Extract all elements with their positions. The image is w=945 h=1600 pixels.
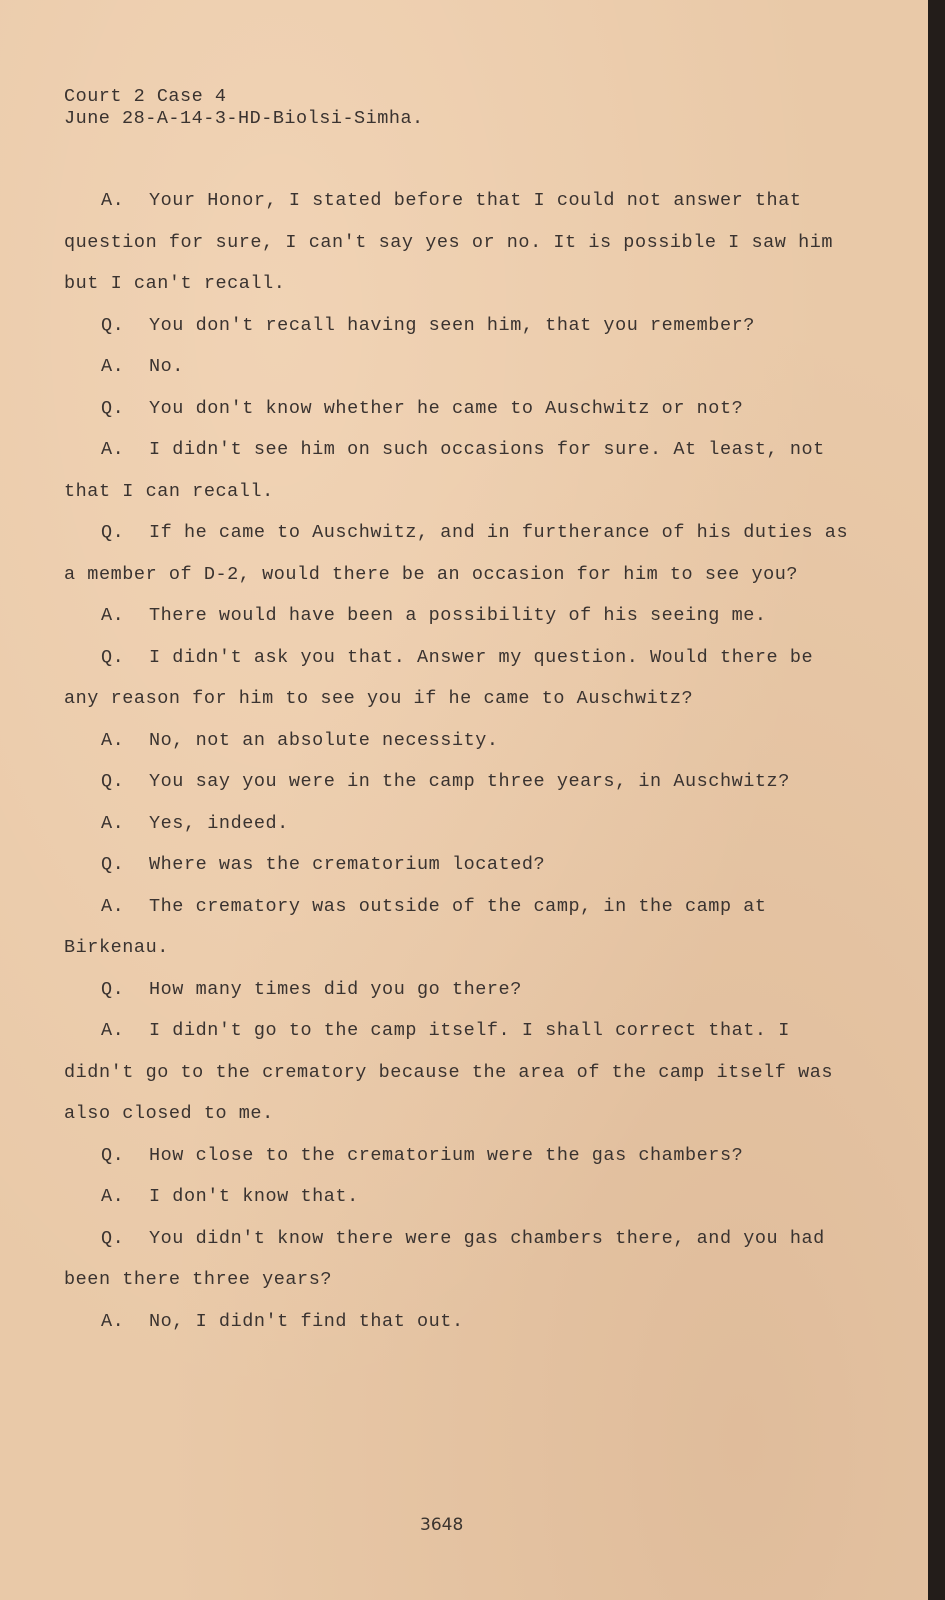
transcript-paragraph — [64, 388, 854, 430]
speaker-label: A. — [101, 1310, 125, 1332]
paragraph-text: I don't know that. — [149, 1186, 359, 1207]
paragraph-text: No, not an absolute necessity. — [149, 729, 499, 751]
paragraph-text: I didn't see him on such occasions for sure. At least, not that I can recall. — [64, 439, 825, 502]
speaker-label: Q. — [101, 1144, 125, 1166]
transcript-paragraph — [64, 720, 854, 762]
paragraph-text: Where was the crematorium located? — [149, 854, 546, 875]
speaker-label: Q. — [101, 1227, 125, 1249]
speaker-label: Q. — [101, 397, 125, 419]
transcript-paragraph — [64, 844, 854, 886]
transcript-paragraph — [64, 1176, 854, 1218]
speaker-label: Q. — [101, 854, 125, 875]
paragraph-text: You didn't know there were gas chambers there, and you had been there three years? — [64, 1227, 825, 1290]
speaker-label: Q. — [101, 522, 125, 543]
paragraph-text: Yes, indeed. — [149, 812, 289, 834]
case-header-reference: June 28-A-14-3-HD-Biolsi-Simha. — [64, 108, 424, 129]
page-number: 3648 — [420, 1515, 464, 1535]
transcript-paragraph — [64, 346, 854, 388]
paragraph-text: I didn't ask you that. Answer my question. Would there be any reason for him to see you if he came to Auschwitz? — [64, 646, 814, 709]
transcript-paragraph — [64, 1301, 854, 1343]
speaker-label: Q. — [101, 771, 125, 792]
speaker-label: A. — [101, 729, 125, 751]
speaker-label: A. — [101, 356, 125, 377]
speaker-label: A. — [101, 1020, 125, 1041]
speaker-label: A. — [101, 1186, 125, 1207]
transcript-paragraph — [64, 305, 854, 347]
transcript-body — [64, 180, 854, 1342]
paragraph-text: There would have been a possibility of his seeing me. — [149, 605, 767, 626]
transcript-paragraph — [64, 803, 854, 845]
transcript-paragraph — [64, 429, 854, 512]
paragraph-text: I didn't go to the camp itself. I shall correct that. I didn't go to the crematory because the area of the camp itself was also closed to me. — [64, 1020, 834, 1124]
transcript-paragraph — [64, 1218, 854, 1301]
paragraph-text: You don't know whether he came to Auschwitz or not? — [149, 397, 744, 419]
paragraph-text: How many times did you go there? — [149, 978, 522, 1000]
scan-edge — [928, 0, 945, 1600]
speaker-label: A. — [101, 439, 125, 460]
paragraph-text: No, I didn't find that out. — [149, 1310, 464, 1332]
transcript-paragraph — [64, 886, 854, 969]
case-header-court: Court 2 Case 4 — [64, 86, 227, 107]
transcript-paragraph — [64, 595, 854, 637]
transcript-paragraph — [64, 1010, 854, 1135]
transcript-paragraph — [64, 761, 854, 803]
speaker-label: A. — [101, 605, 125, 626]
speaker-label: Q. — [101, 978, 125, 1000]
speaker-label: Q. — [101, 646, 125, 668]
case-header — [64, 86, 424, 130]
speaker-label: A. — [101, 812, 125, 834]
transcript-paragraph — [64, 637, 854, 720]
speaker-label: Q. — [101, 314, 125, 336]
paragraph-text: You don't recall having seen him, that you remember? — [149, 314, 755, 336]
paragraph-text: No. — [149, 356, 184, 377]
speaker-label: A. — [101, 190, 125, 211]
transcript-paragraph — [64, 969, 854, 1011]
paragraph-text: The crematory was outside of the camp, in the camp at Birkenau. — [64, 895, 767, 958]
transcript-paragraph — [64, 512, 854, 595]
transcript-paragraph — [64, 1135, 854, 1177]
paragraph-text: How close to the crematorium were the gas chambers? — [149, 1144, 744, 1166]
transcript-paragraph — [64, 180, 854, 305]
paragraph-text: You say you were in the camp three years, in Auschwitz? — [149, 771, 790, 792]
paragraph-text: Your Honor, I stated before that I could not answer that question for sure, I can't say yes or no. It is possible I saw him but I can't recall. — [64, 190, 834, 294]
paragraph-text: If he came to Auschwitz, and in furtherance of his duties as a member of D-2, would there be an occasion for him to see you? — [64, 522, 849, 585]
speaker-label: A. — [101, 895, 125, 917]
